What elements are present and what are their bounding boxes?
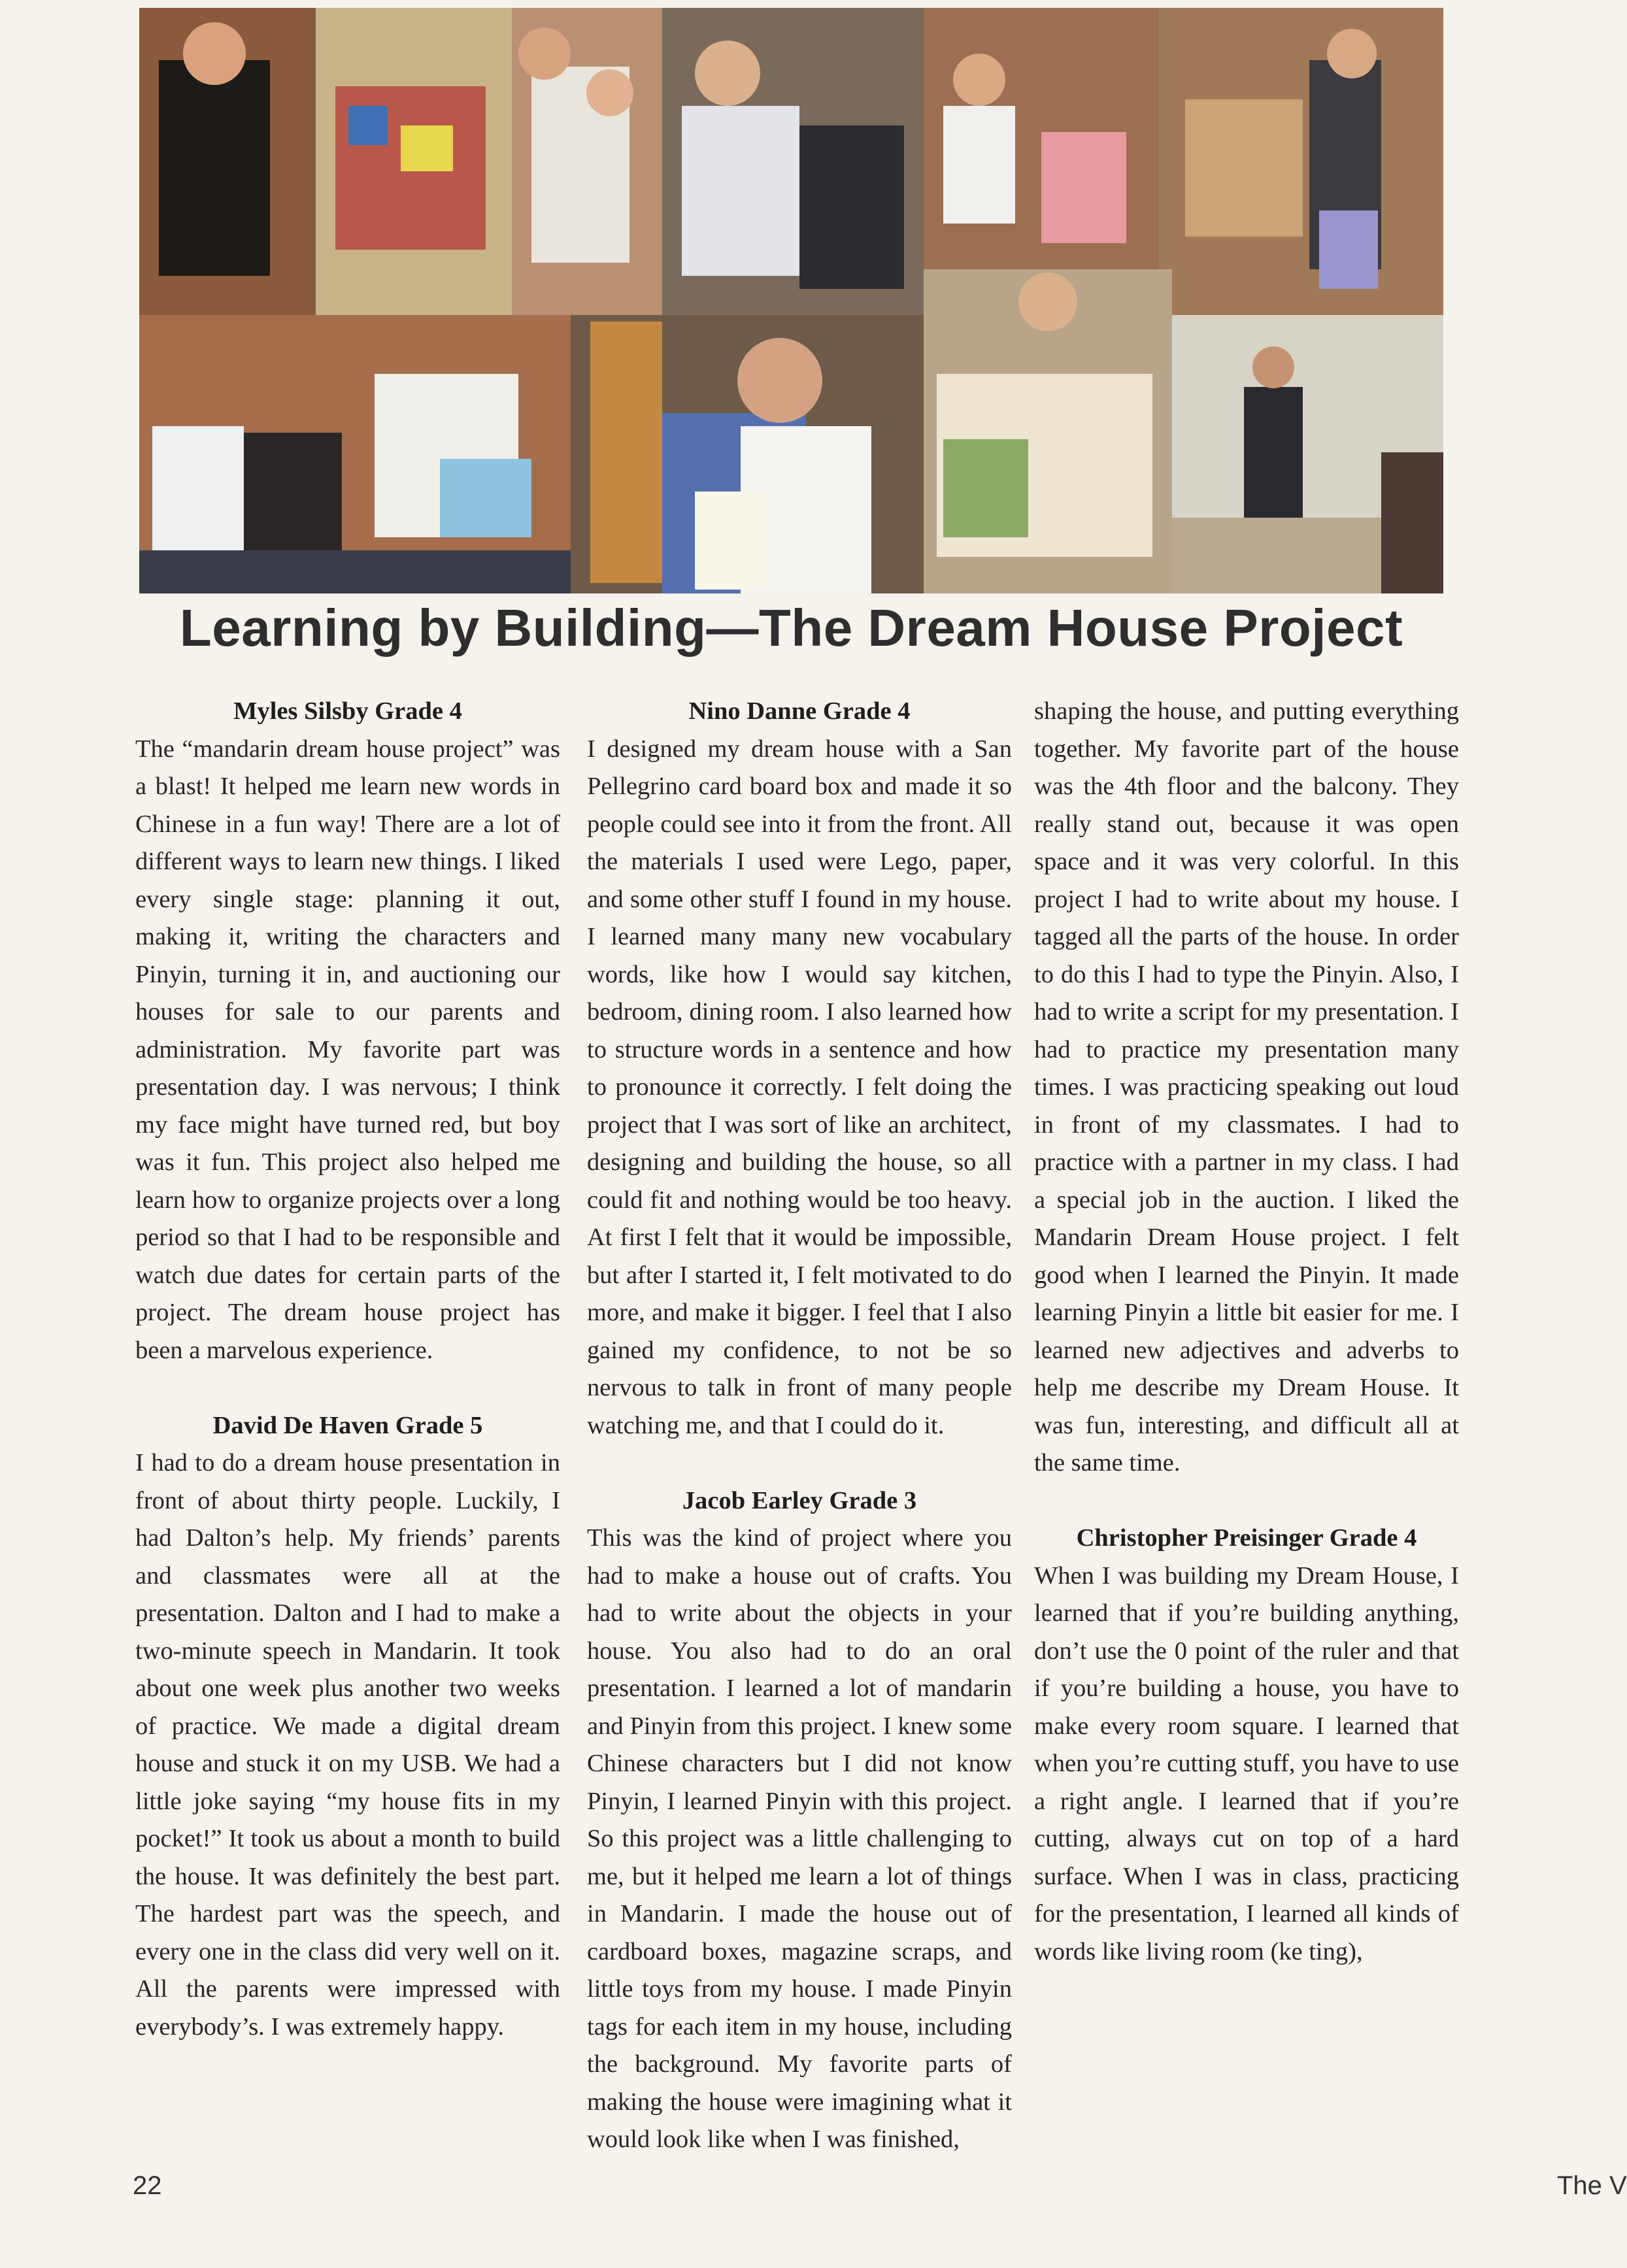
article-body-jacob-earley-continued: shaping the house, and putting everything together. My favorite part of the house was the 4th floor and the balcony. They really stand out, because it was open space and it was very colorful. In this project I had to write about my house. I tagged all the parts of the house. In order to do this I had to type the Pinyin. Also, I had to write a script for my presentation. I had to practice my presentation many times. I was practicing speaking out loud in front of my classmates. I had to practice with a partner in my class. I had a special job in the auction. I liked the Mandarin Dream House project. I felt good when I learned the Pinyin. It made learning Pinyin a little bit easier for me. I learned new adjectives and adverbs to help me describe my Dream House. It was fun, interesting, and difficult all at the same time. — [1034, 697, 1459, 1476]
photo-collage — [139, 8, 1443, 593]
running-head: The V — [1557, 2171, 1627, 2200]
column-2 — [587, 693, 1012, 2163]
photo-collage-icon — [139, 8, 1443, 593]
byline-jacob-earley: Jacob Earley Grade 3 — [682, 1486, 917, 1514]
byline-nino-danne: Nino Danne Grade 4 — [688, 697, 911, 725]
column-1 — [135, 693, 560, 2163]
byline-david-de-haven: David De Haven Grade 5 — [212, 1411, 483, 1439]
article-body-jacob-earley: This was the kind of project where you had to make a house out of crafts. You had to write about the objects in your house. You also had to do an oral presentation. I learned a lot of mandarin and Pinyin from this project. I knew some Chinese characters but I did not know Pinyin, I learned Pinyin with this project. So this project was a little challenging to me, but it helped me learn a lot of things in Mandarin. I made the house out of cardboard boxes, magazine scraps, and little toys from my house. I made Pinyin tags for each item in my house, including the background. My favorite parts of making the house were imagining what it would look like when I was finished, — [587, 1524, 1012, 2153]
byline-christopher-preisinger: Christopher Preisinger Grade 4 — [1076, 1524, 1417, 1552]
byline-myles-silsby: Myles Silsby Grade 4 — [233, 697, 462, 725]
column-3 — [1034, 693, 1459, 2163]
article-body-christopher-preisinger: When I was building my Dream House, I learned that if you’re building anything, don’t use the 0 point of the ruler and that if you’re building a house, you have to make every room square. I learned that when you’re cutting stuff, you have to use a right angle. I learned that if you’re cutting, always cut on top of a hard surface. When I was in class, practicing for the presentation, I learned all kinds of words like living room (ke ting), — [1034, 1561, 1459, 1965]
column-3-continuation — [1034, 693, 1459, 1482]
page-number: 22 — [133, 2171, 162, 2200]
headline: Learning by Building—The Dream House Project — [179, 599, 1403, 657]
article-body-nino-danne: I designed my dream house with a San Pellegrino card board box and made it so people could see into it from the front. All the materials I used were Lego, paper, and some other stuff I found in my house. I learned many many new vocabulary words, like how I would say kitchen, bedroom, dining room. I also learned how to structure words in a sentence and how to pronounce it correctly. I felt doing the project that I was sort of like an architect, designing and building the house, so all could fit and nothing would be too heavy. At first I felt that it would be impossible, but after I started it, I felt motivated to do more, and make it bigger. I feel that I also gained my confidence, to not be so nervous to talk in front of many people watching me, and that I could do it. — [587, 735, 1012, 1439]
article-body-david-de-haven: I had to do a dream house presentation in front of about thirty people. Luckily, I had Dalton’s help. My friends’ parents and classmates were all at the presentation. Dalton and I had to make a two-minute speech in Mandarin. It took about one week plus another two weeks of practice. We made a digital dream house and stuck it on my USB. We had a little joke saying “my house fits in my pocket!” It took us about a month to build the house. It was definitely the best part. The hardest part was the speech, and every one in the class did very well on it. All the parents were impressed with everybody’s. I was extremely happy. — [135, 1449, 560, 2041]
article-body-myles-silsby: The “mandarin dream house project” was a blast! It helped me learn new words in Chinese in a fun way! There are a lot of different ways to learn new things. I liked every single stage: planning it out, making it, writing the characters and Pinyin, turning it in, and auctioning our houses for sale to our parents and administration. My favorite part was presentation day. I was nervous; I think my face might have turned red, but boy was it fun. This project also helped me learn how to organize projects over a long period so that I had to be responsible and watch due dates for certain parts of the project. The dream house project has been a marvelous experience. — [135, 735, 560, 1364]
